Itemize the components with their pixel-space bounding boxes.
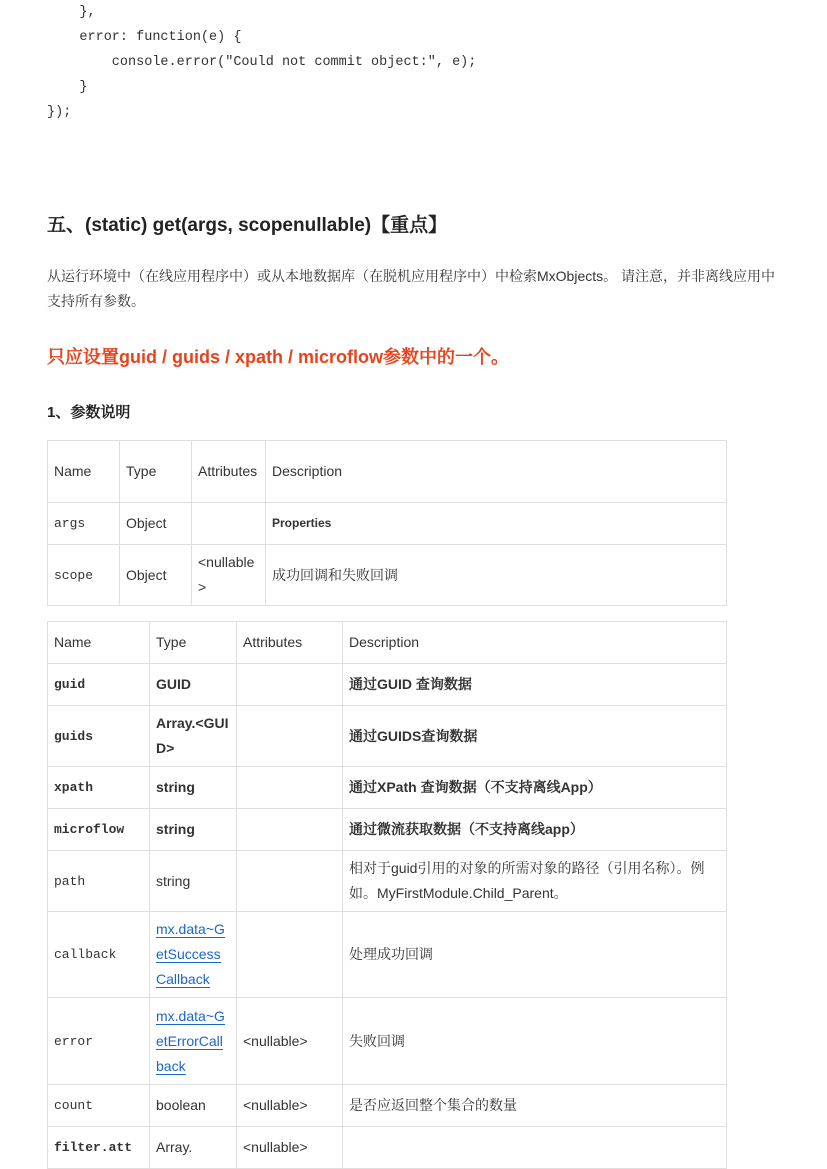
prop-attributes: <nullable> [237,1127,343,1169]
properties-table [47,621,727,1169]
prop-name: xpath [48,767,150,809]
table-header-row [48,622,727,664]
param-attributes: <nullable> [192,545,266,606]
prop-attributes [237,851,343,912]
param-description: Properties [266,503,727,545]
prop-attributes [237,706,343,767]
prop-type: GUID [150,664,237,706]
prop-name: callback [48,912,150,998]
prop-name: error [48,998,150,1085]
table-row [48,912,727,998]
table-row [48,1127,727,1169]
table-row [48,998,727,1085]
param-name: args [48,503,120,545]
table-row [48,809,727,851]
header-cell: Description [266,441,727,503]
prop-type: boolean [150,1085,237,1127]
prop-name: path [48,851,150,912]
params-table [47,440,727,606]
prop-name: microflow [48,809,150,851]
table-header-row [48,441,727,503]
table-row [48,1085,727,1127]
prop-attributes [237,809,343,851]
prop-attributes [237,767,343,809]
table-row [48,664,727,706]
prop-description: 通过微流获取数据（不支持离线app） [343,809,727,851]
table-row [48,767,727,809]
table-row [48,706,727,767]
subsection-title: 1、参数说明 [47,404,131,421]
prop-type: string [150,851,237,912]
section-title: 五、(static) get(args, scopenullable)【重点】 [47,215,448,236]
prop-attributes: <nullable> [237,1085,343,1127]
prop-attributes [237,912,343,998]
prop-type: Array. [150,1127,237,1169]
header-cell: Type [150,622,237,664]
prop-description [343,1127,727,1169]
param-name: scope [48,545,120,606]
section-description: 从运行环境中（在线应用程序中）或从本地数据库（在脱机应用程序中）中检索MxObjects。 请注意，并非离线应用中支持所有参数。 [47,268,776,309]
code-line: }, [47,5,96,20]
table-row [48,851,727,912]
table-row [48,545,727,606]
type-link[interactable]: mx.data~GetErrorCallback [156,1007,225,1074]
prop-type-cell [150,998,237,1085]
code-line: }); [47,105,72,120]
warning-note: 只应设置guid / guids / xpath / microflow参数中的一个。 [47,347,510,367]
param-attributes [192,503,266,545]
header-cell: Type [120,441,192,503]
code-line: } [47,80,88,95]
code-line: error: function(e) { [47,30,242,45]
prop-description: 处理成功回调 [343,912,727,998]
prop-description: 是否应返回整个集合的数量 [343,1085,727,1127]
type-link[interactable]: mx.data~GetSuccessCallback [156,921,225,987]
header-cell: Name [48,622,150,664]
prop-description: 相对于guid引用的对象的所需对象的路径（引用名称）。例如。MyFirstModule.Child_Parent。 [343,851,727,912]
prop-type: string [150,767,237,809]
header-cell: Attributes [192,441,266,503]
prop-description: 通过GUIDS查询数据 [343,706,727,767]
table-row [48,503,727,545]
prop-attributes [237,664,343,706]
prop-type-cell [150,912,237,998]
header-cell: Attributes [237,622,343,664]
prop-description: 通过XPath 查询数据（不支持离线App） [343,767,727,809]
prop-type: string [150,809,237,851]
prop-name: guids [48,706,150,767]
code-line: console.error("Could not commit object:", e); [47,55,477,70]
prop-attributes: <nullable> [237,998,343,1085]
prop-name: guid [48,664,150,706]
param-description: 成功回调和失败回调 [266,545,727,606]
prop-type: Array.<GUID> [150,706,237,767]
header-cell: Description [343,622,727,664]
code-block [47,0,476,125]
prop-description: 通过GUID 查询数据 [343,664,727,706]
prop-name: filter.att [48,1127,150,1169]
prop-description: 失败回调 [343,998,727,1085]
prop-name: count [48,1085,150,1127]
header-cell: Name [48,441,120,503]
param-type: Object [120,503,192,545]
param-type: Object [120,545,192,606]
